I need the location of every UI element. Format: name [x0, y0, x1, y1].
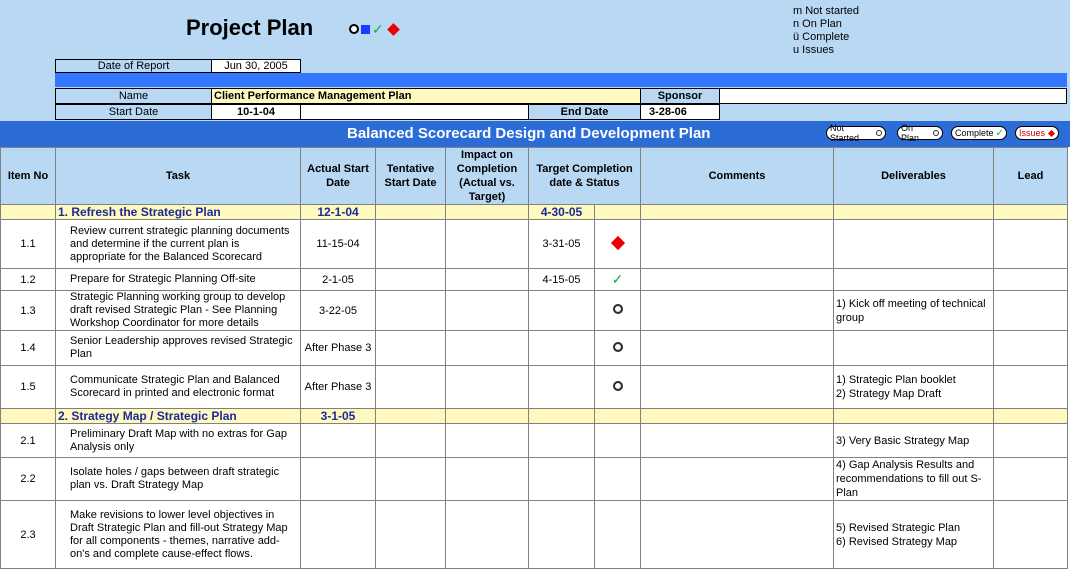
pill-label: Not Started — [830, 123, 860, 143]
tentative-start-cell[interactable] — [376, 501, 446, 569]
comments-cell[interactable] — [641, 220, 834, 269]
item-no: 2.2 — [1, 458, 56, 501]
empty-cell — [595, 409, 641, 424]
target-date: 3-31-05 — [529, 220, 595, 269]
table-row[interactable] — [1, 501, 1068, 569]
not-started-icon — [349, 24, 359, 34]
item-no: 1.3 — [1, 291, 56, 331]
pill-label: Complete — [955, 128, 994, 138]
deliverables-cell — [834, 220, 994, 269]
empty-cell — [376, 205, 446, 220]
section-actual-start: 12-1-04 — [301, 205, 376, 220]
impact-cell[interactable] — [446, 269, 529, 291]
section-title: 1. Refresh the Strategic Plan — [56, 205, 301, 220]
not-started-icon — [613, 342, 623, 352]
lead-cell[interactable] — [994, 220, 1068, 269]
actual-start: After Phase 3 — [301, 366, 376, 409]
impact-cell[interactable] — [446, 331, 529, 366]
actual-start — [301, 458, 376, 501]
lead-cell[interactable] — [994, 424, 1068, 458]
plan-title: Balanced Scorecard Design and Development Plan — [347, 125, 711, 142]
section-row[interactable] — [1, 409, 1068, 424]
not-started-icon — [613, 381, 623, 391]
on-plan-icon — [933, 130, 939, 136]
table-row[interactable] — [1, 269, 1068, 291]
deliverables-cell: 3) Very Basic Strategy Map — [834, 424, 994, 458]
task-text: Make revisions to lower level objectives in Draft Strategic Plan and fill-out Strategy Map for all components - themes, narrative add-on's and complete cause-effect flows. — [56, 501, 301, 569]
legend-item: m Not started — [793, 5, 860, 17]
status-cell — [595, 501, 641, 569]
table-row[interactable] — [1, 458, 1068, 501]
lead-cell[interactable] — [994, 458, 1068, 501]
tentative-start-cell[interactable] — [376, 458, 446, 501]
complete-pill — [951, 126, 1007, 140]
not-started-icon — [613, 304, 623, 314]
end-date-field[interactable]: 3-28-06 — [640, 104, 720, 120]
issues-pill — [1015, 126, 1059, 140]
comments-cell[interactable] — [641, 458, 834, 501]
col-header-deliverables: Deliverables — [834, 148, 994, 205]
target-date: 4-15-05 — [529, 269, 595, 291]
target-date — [529, 458, 595, 501]
sponsor-field[interactable] — [719, 88, 1067, 104]
empty-cell — [834, 409, 994, 424]
empty-cell — [446, 205, 529, 220]
item-no: 2.1 — [1, 424, 56, 458]
comments-cell[interactable] — [641, 366, 834, 409]
blank-cell — [300, 104, 529, 120]
deliverables-cell: 1) Kick off meeting of technical group — [834, 291, 994, 331]
empty-cell — [994, 205, 1068, 220]
comments-cell[interactable] — [641, 269, 834, 291]
complete-icon: ✓ — [611, 271, 624, 287]
actual-start: 3-22-05 — [301, 291, 376, 331]
status-cell — [595, 424, 641, 458]
empty-cell — [641, 205, 834, 220]
impact-cell[interactable] — [446, 424, 529, 458]
empty-cell — [994, 409, 1068, 424]
actual-start: 2-1-05 — [301, 269, 376, 291]
page-title: Project Plan — [186, 15, 314, 40]
lead-cell[interactable] — [994, 269, 1068, 291]
deliverables-cell: 4) Gap Analysis Results and recommendations to fill out S-Plan — [834, 458, 994, 501]
start-date-label: Start Date — [55, 104, 212, 120]
impact-cell[interactable] — [446, 458, 529, 501]
pill-label: Issues — [1019, 128, 1046, 138]
impact-cell[interactable] — [446, 291, 529, 331]
actual-start — [301, 424, 376, 458]
comments-cell[interactable] — [641, 331, 834, 366]
section-item-cell — [1, 205, 56, 220]
task-text: Preliminary Draft Map with no extras for Gap Analysis only — [56, 424, 301, 458]
legend-item: u Issues — [793, 44, 834, 56]
tentative-start-cell[interactable] — [376, 366, 446, 409]
deliverables-cell — [834, 331, 994, 366]
impact-cell[interactable] — [446, 501, 529, 569]
issues-icon — [610, 235, 624, 249]
date-of-report-field[interactable]: Jun 30, 2005 — [211, 59, 301, 73]
status-cell — [595, 458, 641, 501]
status-symbols — [349, 22, 398, 36]
status-cell — [595, 331, 641, 366]
on-plan-icon — [361, 25, 370, 34]
col-header-task: Task — [56, 148, 301, 205]
end-date-label: End Date — [528, 104, 641, 120]
table-row[interactable] — [1, 331, 1068, 366]
not-started-icon — [876, 130, 882, 136]
on-plan-pill — [897, 123, 943, 143]
status-cell — [595, 291, 641, 331]
target-date — [529, 331, 595, 366]
item-no: 1.2 — [1, 269, 56, 291]
issues-icon — [387, 23, 400, 36]
table-row[interactable] — [1, 291, 1068, 331]
item-no: 1.5 — [1, 366, 56, 409]
pill-label: On Plan — [901, 123, 920, 143]
section-target — [529, 409, 595, 424]
deliverables-cell: 1) Strategic Plan booklet 2) Strategy Map Draft — [834, 366, 994, 409]
check-icon: ✓ — [995, 127, 1004, 139]
actual-start — [301, 501, 376, 569]
target-date — [529, 501, 595, 569]
lead-cell[interactable] — [994, 331, 1068, 366]
col-header-comments: Comments — [641, 148, 834, 205]
section-item-cell — [1, 409, 56, 424]
plan-table — [0, 147, 1068, 569]
item-no: 1.4 — [1, 331, 56, 366]
divider-bar — [55, 73, 1067, 87]
task-text: Review current strategic planning documents and determine if the current plan is appropriate for the Balanced Scorecard — [56, 220, 301, 269]
tentative-start-cell[interactable] — [376, 291, 446, 331]
impact-cell[interactable] — [446, 220, 529, 269]
issues-icon — [1048, 129, 1055, 136]
task-text: Strategic Planning working group to develop draft revised Strategic Plan - See Planning Workshop Coordinator for more details — [56, 291, 301, 331]
table-row[interactable] — [1, 424, 1068, 458]
lead-cell[interactable] — [994, 501, 1068, 569]
actual-start: After Phase 3 — [301, 331, 376, 366]
col-header-lead: Lead — [994, 148, 1068, 205]
task-text: Communicate Strategic Plan and Balanced Scorecard in printed and electronic format — [56, 366, 301, 409]
start-date-field[interactable]: 10-1-04 — [211, 104, 301, 120]
date-of-report-label: Date of Report — [55, 59, 212, 73]
comments-cell[interactable] — [641, 424, 834, 458]
name-label: Name — [55, 88, 212, 104]
report-header — [0, 0, 1070, 122]
target-date — [529, 291, 595, 331]
tentative-start-cell[interactable] — [376, 331, 446, 366]
status-cell — [595, 366, 641, 409]
lead-cell[interactable] — [994, 366, 1068, 409]
status-cell — [595, 220, 641, 269]
legend-item: n On Plan — [793, 18, 842, 30]
actual-start: 11-15-04 — [301, 220, 376, 269]
item-no: 2.3 — [1, 501, 56, 569]
task-text: Prepare for Strategic Planning Off-site — [56, 269, 301, 291]
header-row — [1, 148, 1068, 205]
comments-cell[interactable] — [641, 291, 834, 331]
empty-cell — [834, 205, 994, 220]
section-title: 2. Strategy Map / Strategic Plan — [56, 409, 301, 424]
empty-cell — [446, 409, 529, 424]
deliverables-cell — [834, 269, 994, 291]
complete-icon: ✓ — [372, 21, 384, 37]
lead-cell[interactable] — [994, 291, 1068, 331]
col-header-target: Target Completion date & Status — [529, 148, 641, 205]
status-cell — [595, 269, 641, 291]
task-text: Isolate holes / gaps between draft strategic plan vs. Draft Strategy Map — [56, 458, 301, 501]
deliverables-cell: 5) Revised Strategic Plan 6) Revised Strategy Map — [834, 501, 994, 569]
table-row[interactable] — [1, 366, 1068, 409]
impact-cell[interactable] — [446, 366, 529, 409]
sponsor-label: Sponsor — [640, 88, 720, 104]
legend-item: ü Complete — [793, 31, 850, 43]
status-legend — [793, 5, 859, 57]
col-header-impact: Impact on Completion (Actual vs. Target) — [446, 148, 529, 205]
table-row[interactable] — [1, 220, 1068, 269]
col-header-item: Item No — [1, 148, 56, 205]
name-field[interactable]: Client Performance Management Plan — [211, 88, 641, 104]
empty-cell — [595, 205, 641, 220]
empty-cell — [641, 409, 834, 424]
tentative-start-cell[interactable] — [376, 220, 446, 269]
comments-cell[interactable] — [641, 501, 834, 569]
task-text: Senior Leadership approves revised Strategic Plan — [56, 331, 301, 366]
target-date — [529, 366, 595, 409]
empty-cell — [376, 409, 446, 424]
col-header-tentative-start: Tentative Start Date — [376, 148, 446, 205]
col-header-actual-start: Actual Start Date — [301, 148, 376, 205]
not-started-pill — [826, 123, 886, 143]
section-row[interactable] — [1, 205, 1068, 220]
target-date — [529, 424, 595, 458]
item-no: 1.1 — [1, 220, 56, 269]
section-target: 4-30-05 — [529, 205, 595, 220]
tentative-start-cell[interactable] — [376, 269, 446, 291]
tentative-start-cell[interactable] — [376, 424, 446, 458]
section-actual-start: 3-1-05 — [301, 409, 376, 424]
